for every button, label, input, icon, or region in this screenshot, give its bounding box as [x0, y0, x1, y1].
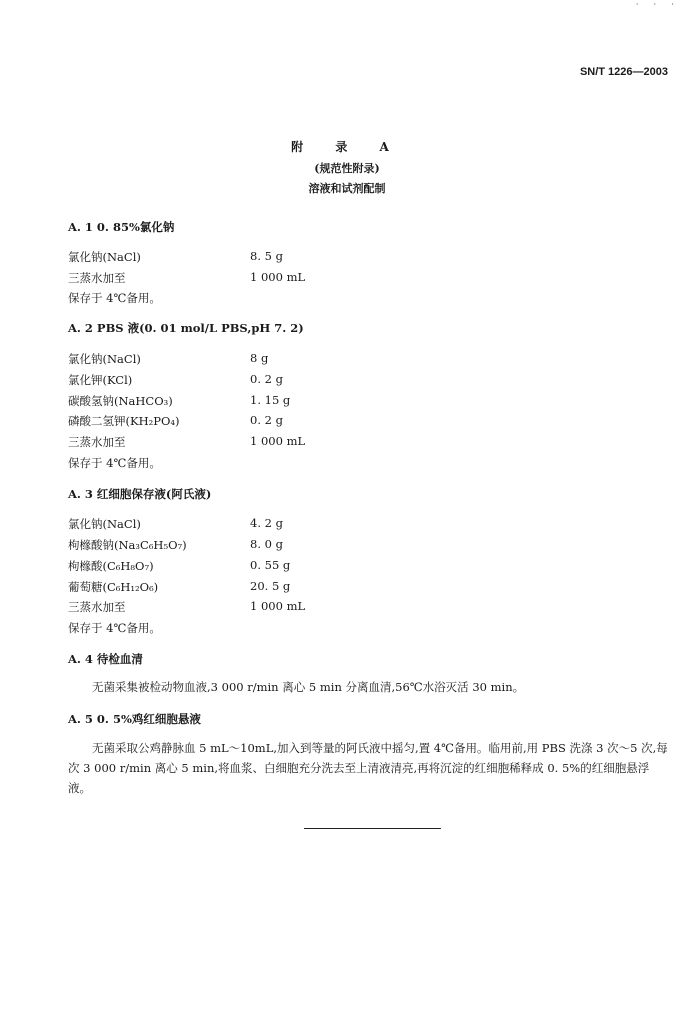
reagent-amount: 0. 2 g [250, 413, 283, 427]
storage-note: 保存于 4℃备用。 [68, 456, 161, 470]
reagent-amount: 8. 0 g [250, 537, 283, 551]
section-a1-heading: A. 1 0. 85%氯化钠 [68, 220, 175, 234]
section-a2-heading: A. 2 PBS 液(0. 01 mol/L PBS,pH 7. 2) [68, 321, 304, 335]
reagent-name: 磷酸二氢钾(KH₂PO₄) [68, 414, 180, 428]
reagent-row [68, 372, 283, 388]
reagent-amount: 8. 5 g [250, 249, 283, 263]
reagent-row [68, 434, 306, 450]
reagent-amount: 0. 2 g [250, 372, 283, 386]
reagent-name: 枸橼酸(C₆H₈O₇) [68, 559, 154, 573]
appendix-title: 溶液和试剂配制 [308, 182, 386, 195]
end-rule [304, 828, 441, 829]
reagent-name: 三蒸水加至 [68, 435, 126, 449]
reagent-row [68, 516, 283, 532]
reagent-name: 碳酸氢钠(NaHCO₃) [68, 394, 173, 408]
reagent-amount: 1. 15 g [250, 393, 291, 407]
corner-marks: · · · [635, 0, 680, 10]
reagent-amount: 1 000 mL [250, 434, 306, 448]
reagent-name: 氯化钾(KCl) [68, 373, 133, 387]
document-id: SN/T 1226—2003 [579, 66, 668, 78]
reagent-row [68, 599, 306, 615]
storage-note: 保存于 4℃备用。 [68, 291, 161, 305]
reagent-name: 葡萄糖(C₆H₁₂O₆) [68, 580, 159, 594]
reagent-row [68, 537, 283, 553]
reagent-row [68, 413, 283, 429]
reagent-row [68, 393, 291, 409]
reagent-row [68, 579, 291, 595]
reagent-name: 枸橼酸钠(Na₃C₆H₅O₇) [68, 538, 187, 552]
appendix-label: 附 录 A [291, 140, 403, 154]
reagent-name: 三蒸水加至 [68, 271, 126, 285]
reagent-row [68, 249, 283, 265]
storage-note: 保存于 4℃备用。 [68, 621, 161, 635]
section-a4-heading: A. 4 待检血清 [68, 652, 143, 666]
section-a5-heading: A. 5 0. 5%鸡红细胞悬液 [68, 712, 201, 726]
reagent-name: 三蒸水加至 [68, 600, 126, 614]
reagent-amount: 4. 2 g [250, 516, 283, 530]
reagent-row [68, 270, 306, 286]
reagent-row [68, 351, 269, 367]
reagent-name: 氯化钠(NaCl) [68, 250, 141, 264]
reagent-row [68, 558, 291, 574]
reagent-name: 氯化钠(NaCl) [68, 352, 141, 366]
section-a3-heading: A. 3 红细胞保存液(阿氏液) [68, 487, 212, 501]
reagent-amount: 0. 55 g [250, 558, 291, 572]
reagent-amount: 20. 5 g [250, 579, 291, 593]
reagent-amount: 1 000 mL [250, 270, 306, 284]
section-a4-body: 无菌采集被检动物血液,3 000 r/min 离心 5 min 分离血清,56℃水浴灭活 30 min。 [92, 680, 525, 694]
reagent-name: 氯化钠(NaCl) [68, 517, 141, 531]
appendix-kind: (规范性附录) [314, 162, 380, 175]
section-a5-body: 无菌采取公鸡静脉血 5 mL～10mL,加入到等量的阿氏液中摇匀,置 4℃备用。临用前,用 PBS 洗涤 3 次～5 次,每次 3 000 r/min 离心 5 min,将血浆、白细胞充分洗去至上清液清亮,再将沉淀的红细胞稀释成 0. 5%的红细胞悬浮液。 [68, 741, 668, 795]
reagent-amount: 1 000 mL [250, 599, 306, 613]
reagent-amount: 8 g [250, 351, 269, 365]
